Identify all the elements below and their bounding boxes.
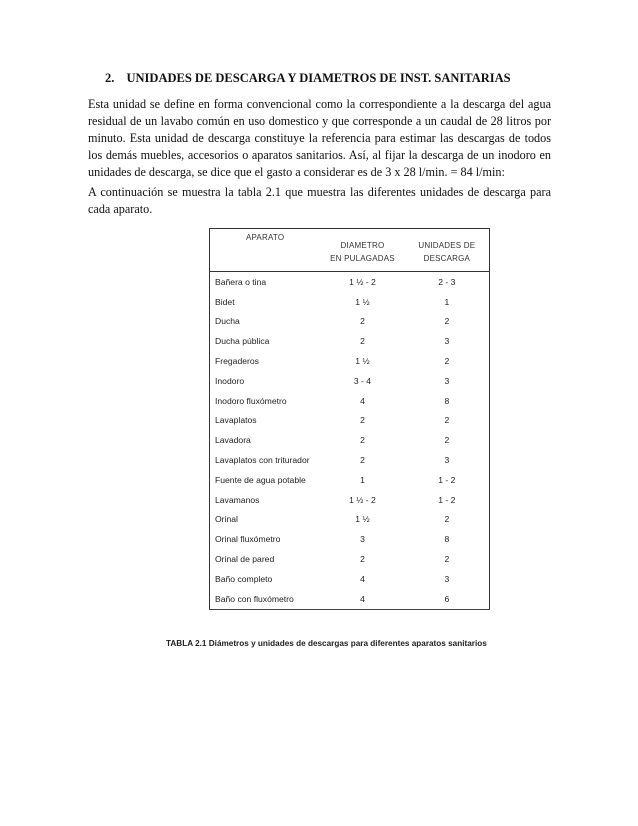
- table-row: [210, 351, 490, 371]
- cell-unidades: 8: [405, 529, 490, 549]
- cell-unidades: 3: [405, 569, 490, 589]
- cell-aparato: Orinal: [210, 510, 321, 530]
- cell-aparato: Fuente de agua potable: [210, 470, 321, 490]
- cell-unidades: 2: [405, 312, 490, 332]
- table-row: [210, 272, 490, 292]
- cell-unidades: 2: [405, 411, 490, 431]
- table-figure: [209, 228, 489, 610]
- table-caption: TABLA 2.1 Diámetros y unidades de descargas para diferentes aparatos sanitarios: [166, 639, 487, 648]
- cell-aparato: Orinal de pared: [210, 549, 321, 569]
- header-unidades-line1: UNIDADES DE: [405, 229, 490, 251]
- cell-diametro: 4: [360, 395, 365, 406]
- cell-aparato: Fregaderos: [210, 351, 321, 371]
- cell-diametro: 1 ½ - 2: [349, 276, 376, 287]
- table-row: [210, 371, 490, 391]
- discharge-units-table: [209, 228, 490, 610]
- cell-diametro: 2: [360, 336, 365, 347]
- table-row: [210, 292, 490, 312]
- cell-unidades: 3: [405, 450, 490, 470]
- cell-diametro: 3: [360, 534, 365, 545]
- cell-aparato: Bidet: [210, 292, 321, 312]
- table-body: [210, 272, 490, 610]
- cell-diametro: 2: [360, 455, 365, 466]
- header-aparato: APARATO: [210, 229, 321, 251]
- table-row: [210, 549, 490, 569]
- cell-unidades: 2 - 3: [405, 272, 490, 292]
- table-row: [210, 331, 490, 351]
- section-heading: [105, 71, 511, 86]
- table-row: [210, 529, 490, 549]
- cell-unidades: 1: [405, 292, 490, 312]
- table-row: [210, 510, 490, 530]
- cell-diametro: 1 ½: [355, 514, 370, 525]
- cell-unidades: 2: [405, 510, 490, 530]
- cell-aparato: Baño con fluxómetro: [210, 589, 321, 609]
- cell-aparato: Lavaplatos con triturador: [210, 450, 321, 470]
- header-diametro-line1: DIAMETRO: [320, 229, 404, 251]
- cell-diametro: 1: [360, 474, 365, 485]
- header-diametro-line2: EN PULAGADAS: [320, 250, 404, 272]
- cell-aparato: Inodoro: [210, 371, 321, 391]
- table-row: [210, 391, 490, 411]
- table-row: [210, 411, 490, 431]
- cell-diametro: 2: [360, 435, 365, 446]
- cell-diametro: 3 - 4: [353, 375, 372, 386]
- cell-aparato: Lavaplatos: [210, 411, 321, 431]
- cell-diametro: 4: [320, 589, 404, 609]
- paragraph-definition: Esta unidad se define en forma convencional como la correspondiente a la descarga del agua residual de un lavabo común en uso domestico y que corresponde a un caudal de 28 litros por minuto. Esta unidad de descarga constituye la referencia para estimar las descargas de todos los demás muebles, accesorios o aparatos sanitarios. Así, al fijar la descarga de un inodoro en unidades de descarga, se dice que el gasto a considerar es de 3 x 28 l/min. = 84 l/min:: [88, 97, 551, 179]
- cell-unidades: 3: [405, 331, 490, 351]
- cell-diametro: 2: [360, 415, 365, 426]
- cell-unidades: 6: [405, 589, 490, 609]
- table-row: [210, 569, 490, 589]
- paragraph-table-intro: A continuación se muestra la tabla 2.1 que muestra las diferentes unidades de descarga para cada aparato.: [88, 185, 551, 216]
- cell-aparato: Inodoro fluxómetro: [210, 391, 321, 411]
- header-unidades-line2: DESCARGA: [405, 250, 490, 272]
- cell-unidades: 3: [405, 371, 490, 391]
- table-row: [210, 450, 490, 470]
- cell-diametro: 4: [360, 573, 365, 584]
- cell-unidades: 2: [405, 549, 490, 569]
- cell-diametro: 1 ½: [355, 296, 370, 307]
- section-number: 2.: [105, 71, 115, 85]
- cell-aparato: Orinal fluxómetro: [210, 529, 321, 549]
- cell-diametro: 2: [360, 316, 365, 327]
- cell-diametro: 2: [360, 554, 365, 565]
- table-row: [210, 470, 490, 490]
- cell-unidades: 1 - 2: [405, 490, 490, 510]
- cell-diametro: 1 ½: [355, 356, 370, 367]
- table-row: [210, 589, 490, 609]
- cell-diametro: 1 ½ - 2: [349, 494, 376, 505]
- cell-unidades: 2: [405, 430, 490, 450]
- cell-unidades: 8: [405, 391, 490, 411]
- table-row: [210, 312, 490, 332]
- header-aparato-spacer: [210, 250, 321, 272]
- cell-aparato: Ducha pública: [210, 331, 321, 351]
- cell-unidades: 1 - 2: [405, 470, 490, 490]
- cell-aparato: Bañera o tina: [210, 272, 321, 292]
- cell-aparato: Lavamanos: [210, 490, 321, 510]
- table-row: [210, 490, 490, 510]
- table-row: [210, 430, 490, 450]
- cell-unidades: 2: [405, 351, 490, 371]
- cell-aparato: Lavadora: [210, 430, 321, 450]
- cell-aparato: Baño completo: [210, 569, 321, 589]
- cell-aparato: Ducha: [210, 312, 321, 332]
- section-title: UNIDADES DE DESCARGA Y DIAMETROS DE INST. SANITARIAS: [126, 71, 511, 85]
